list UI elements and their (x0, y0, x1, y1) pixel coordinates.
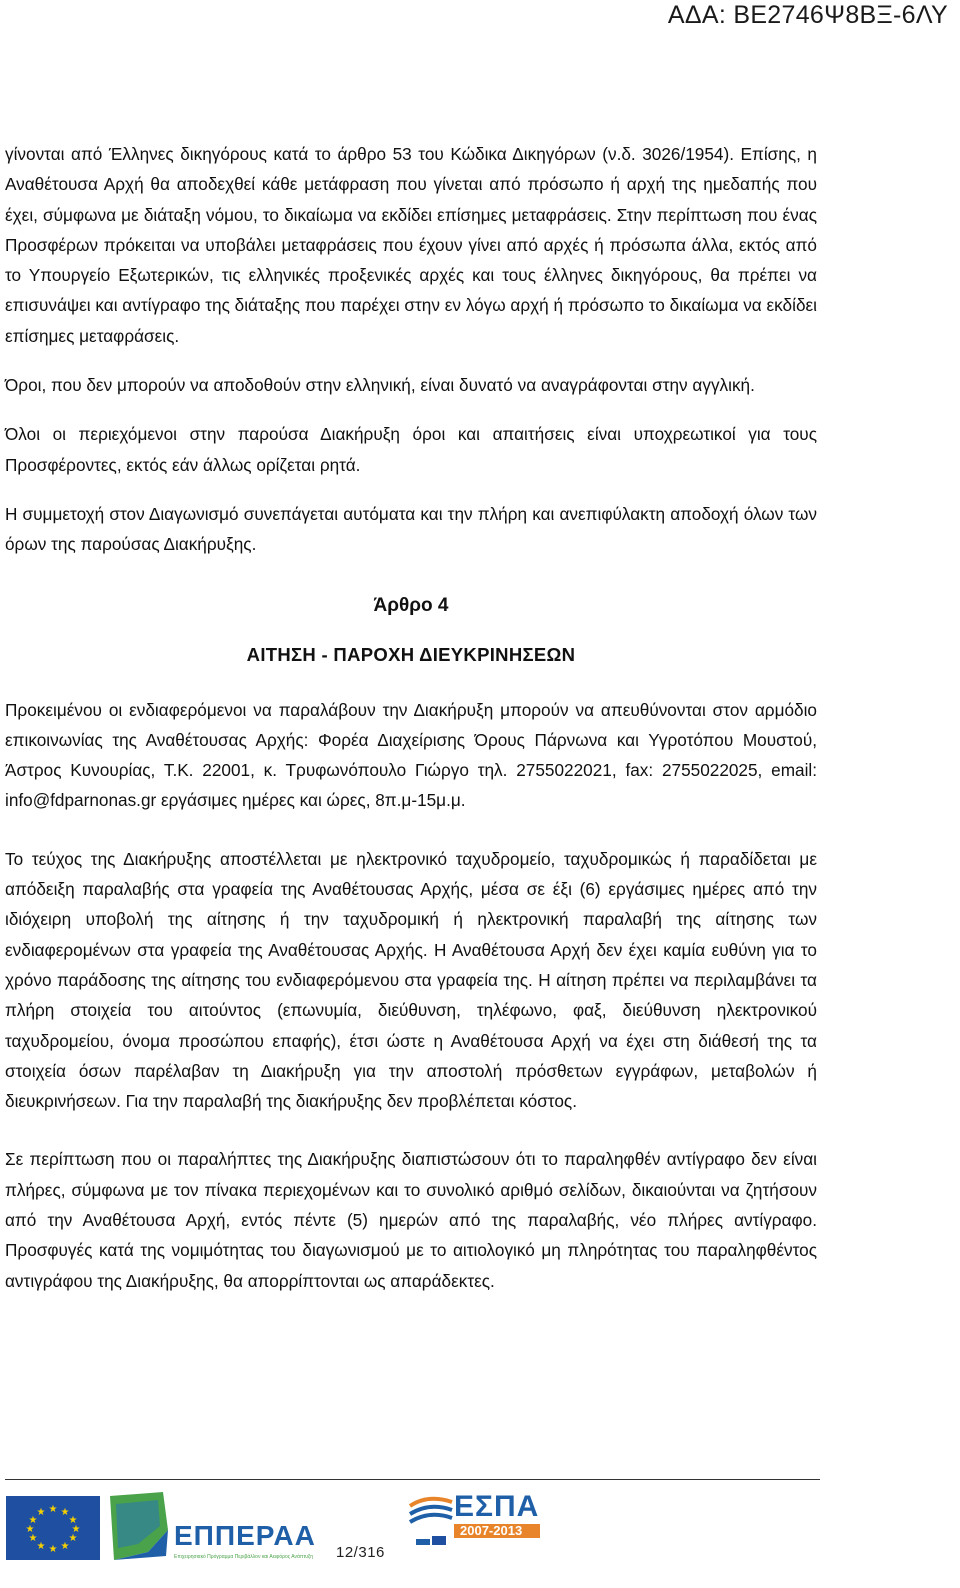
article-number: Άρθρο 4 (373, 594, 449, 616)
svg-text:★: ★ (48, 1544, 58, 1555)
svg-text:★: ★ (36, 1541, 46, 1552)
paragraph-incomplete-copy: Σε περίπτωση που οι παραλήπτες της Διακήρυξης διαπιστώσουν ότι το παραληφθέν αντίγραφο δεν είναι πλήρες, σύμφωνα με τον πίνακα περιεχομένων και το συνολικό αριθμό σελίδων, δικαιούνται να ζητήσουν από την Αναθέτουσα Αρχή, εντός πέντε (5) ημερών από της παραλαβής, νέο πλήρες αντίγραφο. Προσφυγές κατά της νομιμότητας του διαγωνισμού με το αιτιολογικό μη πληρότητας του παραληφθέντος αντιγράφου της Διακήρυξης, θα απορρίπτονται ως απαράδεκτες. (5, 1149, 817, 1291)
footer-divider (5, 1479, 820, 1480)
epperaa-logo (108, 1490, 328, 1570)
svg-text:★: ★ (48, 1504, 58, 1515)
svg-text:★: ★ (68, 1533, 78, 1544)
espa-wordmark: ΕΣΠΑ (454, 1490, 540, 1523)
svg-text:★: ★ (28, 1533, 38, 1544)
ada-code: ΑΔΑ: ΒΕ2746Ψ8ΒΞ-6ΛΥ (667, 1, 948, 29)
epperaa-wordmark: ΕΠΠΕΡΑΑ (174, 1520, 316, 1551)
eu-flag-icon (6, 1496, 100, 1560)
espa-years: 2007-2013 (460, 1523, 523, 1538)
svg-text:★: ★ (60, 1541, 70, 1552)
svg-text:★: ★ (60, 1507, 70, 1518)
document-body (5, 139, 817, 1296)
footer (0, 1486, 960, 1586)
paragraph-contact: Προκειμένου οι ενδιαφερόμενοι να παραλάβουν την Διακήρυξη μπορούν να απευθύνονται στον αρμόδιο επικοινωνίας της Αναθέτουσας Αρχής: Φορέα Διαχείρισης Όρους Πάρνωνα και Υγροτόπου Μουστού, Άστρος Κυνουρίας, Τ.Κ. 22001, κ. Τρυφωνόπουλο Γιώργο τηλ. 2755022021, fax: 2755022025, email: info@fdparnonas.gr εργάσιμες ημέρες και ώρες, 8π.μ-15μ.μ. (5, 699, 817, 811)
page-number: 12/316 (336, 1544, 385, 1561)
paragraph-translations: γίνονται από Έλληνες δικηγόρους κατά το άρθρο 53 του Κώδικα Δικηγόρων (ν.δ. 3026/1954). Επίσης, η Αναθέτουσα Αρχή θα αποδεχθεί κάθε μετάφραση που γίνεται από πρόσωπο ή αρχή της ημεδαπής που έχει, σύμφωνα με διάταξη νόμου, το δικαίωμα να εκδίδει επίσημες μεταφράσεις. Στην περίπτωση που ένας Προσφέρων πρόκειται να υποβάλει μεταφράσεις που έχουν γίνει από αρχές ή πρόσωπα άλλα, εκτός από το Υπουργείο Εξωτερικών, τις ελληνικές προξενικές αρχές και τους έλληνες δικηγόρους, θα πρέπει να επισυνάψει και αντίγραφο της διάταξης που παρέχει στην εν λόγω αρχή ή πρόσωπο το δικαίωμα να εκδίδει επίσημες μεταφράσεις. (5, 144, 817, 346)
svg-text:★: ★ (25, 1524, 35, 1535)
paragraph-english-terms: Όροι, που δεν μπορούν να αποδοθούν στην ελληνική, είναι δυνατό να αναγράφονται στην αγγλική. (5, 375, 755, 396)
svg-text:★: ★ (28, 1515, 38, 1526)
espa-logo (408, 1488, 558, 1550)
paragraph-participation: Η συμμετοχή στον Διαγωνισμό συνεπάγεται αυτόματα και την πλήρη και ανεπιφύλακτη αποδοχή όλων των όρων της παρούσας Διακήρυξης. (5, 503, 817, 555)
paragraph-mandatory-terms: Όλοι οι περιεχόμενοι στην παρούσα Διακήρυξη όροι και απαιτήσεις είναι υποχρεωτικοί για τους Προσφέροντες, εκτός εάν άλλως ορίζεται ρητά. (5, 424, 817, 475)
paragraph-delivery: Το τεύχος της Διακήρυξης αποστέλλεται με ηλεκτρονικό ταχυδρομείο, ταχυδρομικώς ή παραδίδεται με απόδειξη παραλαβής στα γραφεία της Αναθέτουσας Αρχής, μέσα σε έξι (6) εργάσιμες ημέρες από την ιδιόχειρη υποβολή της αίτησης ή την ταχυδρομική ή ηλεκτρονική παραλαβή της αίτησης των ενδιαφερομένων στα γραφεία της Αναθέτουσας Αρχής. Η Αναθέτουσα Αρχή δεν έχει καμία ευθύνη για το χρόνο παράδοσης της αίτησης του ενδιαφερόμενου στα γραφεία της. Η αίτηση πρέπει να περιλαμβάνει τα πλήρη στοιχεία του αιτούντος (επωνυμία, διεύθυνση, τηλέφωνο, φαξ, διεύθυνση ηλεκτρονικού ταχυδρομείου, όνομα προσώπου επαφής), έτσι ώστε η Αναθέτουσα Αρχή να έχει στη διάθεσή της τα στοιχεία όσων παρέλαβαν τη Διακήρυξη για την αποστολή πρόσθετων εγγράφων, μεταβολών ή διευκρινήσεων. Για την παραλαβή της διακήρυξης δεν προβλέπεται κόστος. (5, 848, 817, 1112)
article-title: ΑΙΤΗΣΗ - ΠΑΡΟΧΗ ΔΙΕΥΚΡΙΝΗΣΕΩΝ (246, 643, 576, 665)
svg-text:★: ★ (71, 1524, 81, 1535)
svg-text:★: ★ (68, 1515, 78, 1526)
svg-text:★: ★ (36, 1507, 46, 1518)
epperaa-subtitle: Επιχειρησιακό Πρόγραμμα Περιβάλλον και Αειφόρος Ανάπτυξη (174, 1554, 314, 1560)
